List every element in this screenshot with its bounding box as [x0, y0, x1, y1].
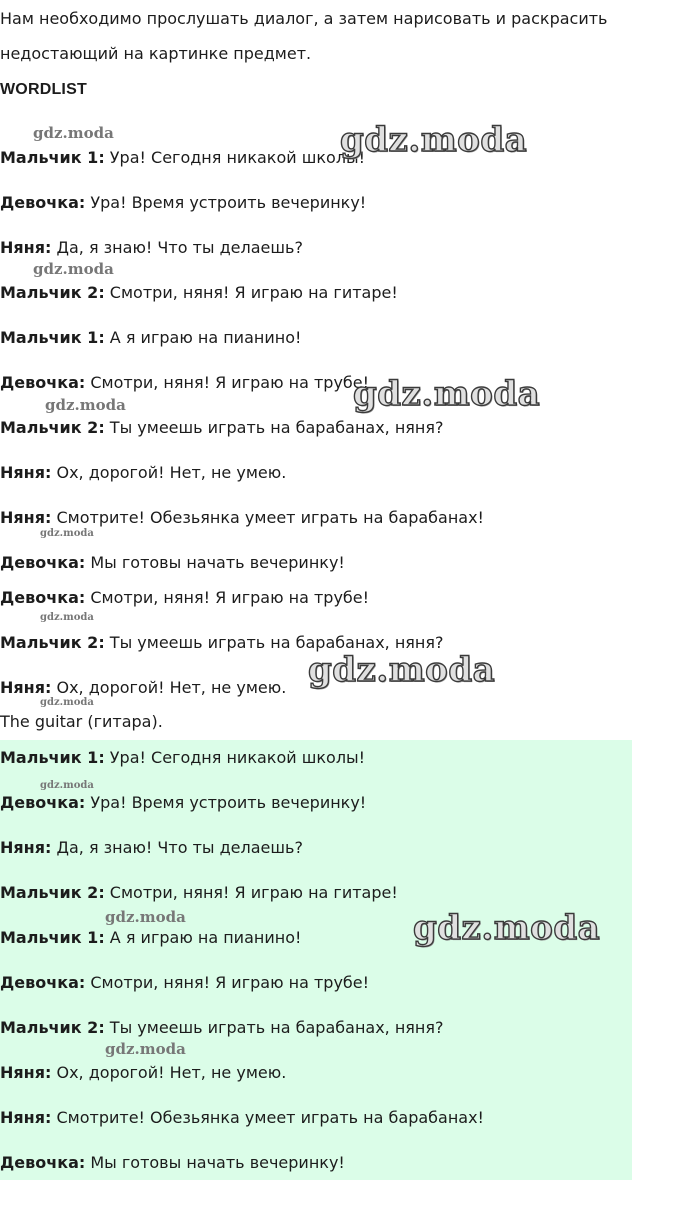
dialog-text: Мы готовы начать вечеринку! — [85, 1153, 345, 1172]
dialog-text: А я играю на пианино! — [104, 928, 302, 947]
dialog-text: А я играю на пианино! — [104, 328, 302, 347]
watermark: gdz.moda — [40, 697, 94, 708]
speaker: Мальчик 2: — [0, 1018, 105, 1037]
speaker: Девочка: — [0, 588, 86, 607]
speaker: Няня: — [0, 238, 52, 257]
dialog1-line — [0, 463, 286, 483]
dialog-text: Ты умеешь играть на барабанах, няня? — [104, 633, 444, 652]
dialog2-line — [0, 1018, 444, 1038]
dialog-text: Ура! Сегодня никакой школы! — [104, 148, 366, 167]
dialog-text: Смотрите! Обезьянка умеет играть на барабанах! — [51, 508, 484, 527]
watermark: gdz.moda — [33, 260, 114, 278]
dialog1-line — [0, 283, 398, 303]
watermark: gdz.moda — [353, 374, 541, 414]
speaker: Мальчик 2: — [0, 883, 105, 902]
dialog2-line — [0, 748, 365, 768]
dialog-text: Смотри, няня! Я играю на трубе! — [85, 373, 370, 392]
speaker: Девочка: — [0, 793, 86, 812]
dialog-text: Мы готовы начать вечеринку! — [85, 553, 345, 572]
dialog-text: Да, я знаю! Что ты делаешь? — [51, 238, 303, 257]
dialog-text: Ох, дорогой! Нет, не умею. — [51, 1063, 287, 1082]
dialog-text: Смотрите! Обезьянка умеет играть на барабанах! — [51, 1108, 484, 1127]
dialog1-line — [0, 193, 366, 213]
intro-line-1: Нам необходимо прослушать диалог, а затем нарисовать и раскрасить — [0, 9, 608, 28]
dialog2-line — [0, 1063, 286, 1083]
speaker: Мальчик 2: — [0, 418, 105, 437]
dialog-text: Ура! Время устроить вечеринку! — [85, 193, 367, 212]
speaker: Няня: — [0, 838, 52, 857]
speaker: Няня: — [0, 1108, 52, 1127]
watermark: gdz.moda — [105, 1040, 186, 1058]
watermark: gdz.moda — [340, 120, 528, 160]
watermark: gdz.moda — [33, 124, 114, 142]
speaker: Няня: — [0, 508, 52, 527]
speaker: Девочка: — [0, 193, 86, 212]
speaker: Мальчик 1: — [0, 748, 105, 767]
intro-line-2: недостающий на картинке предмет. — [0, 44, 312, 63]
dialog-text: Смотри, няня! Я играю на гитаре! — [104, 283, 398, 302]
dialog2-line — [0, 1153, 345, 1173]
speaker: Девочка: — [0, 1153, 86, 1172]
speaker: Мальчик 1: — [0, 148, 105, 167]
speaker: Няня: — [0, 463, 52, 482]
dialog-text: Ты умеешь играть на барабанах, няня? — [104, 1018, 444, 1037]
dialog1-line — [0, 148, 365, 168]
dialog-text: Смотри, няня! Я играю на гитаре! — [104, 883, 398, 902]
watermark: gdz.moda — [105, 908, 186, 926]
watermark: gdz.moda — [45, 396, 126, 414]
answer-text: The guitar (гитара). — [0, 712, 163, 731]
dialog1-line — [0, 238, 303, 258]
dialog2-line — [0, 928, 301, 948]
dialog-text: Ох, дорогой! Нет, не умею. — [51, 678, 287, 697]
dialog2-line — [0, 838, 303, 858]
dialog-text: Да, я знаю! Что ты делаешь? — [51, 838, 303, 857]
dialog1-line — [0, 418, 444, 438]
speaker: Девочка: — [0, 373, 86, 392]
dialog-text: Ты умеешь играть на барабанах, няня? — [104, 418, 444, 437]
dialog2-line — [0, 1108, 484, 1128]
dialog1-line — [0, 588, 369, 608]
dialog-text: Смотри, няня! Я играю на трубе! — [85, 973, 370, 992]
speaker: Мальчик 1: — [0, 328, 105, 347]
watermark: gdz.moda — [40, 528, 94, 539]
dialog1-line — [0, 373, 369, 393]
speaker: Мальчик 1: — [0, 928, 105, 947]
dialog1-line — [0, 678, 286, 698]
watermark: gdz.moda — [413, 908, 601, 948]
speaker: Мальчик 2: — [0, 283, 105, 302]
speaker: Девочка: — [0, 553, 86, 572]
dialog-text: Ох, дорогой! Нет, не умею. — [51, 463, 287, 482]
dialog1-line — [0, 328, 301, 348]
speaker: Няня: — [0, 1063, 52, 1082]
watermark: gdz.moda — [40, 612, 94, 623]
wordlist-heading: WORDLIST — [0, 81, 87, 98]
dialog1-line — [0, 553, 345, 573]
dialog-text: Смотри, няня! Я играю на трубе! — [85, 588, 370, 607]
dialog2-line — [0, 973, 369, 993]
speaker: Няня: — [0, 678, 52, 697]
dialog-text: Ура! Время устроить вечеринку! — [85, 793, 367, 812]
dialog1-line — [0, 508, 484, 528]
watermark: gdz.moda — [40, 780, 94, 791]
dialog-text: Ура! Сегодня никакой школы! — [104, 748, 366, 767]
dialog2-line — [0, 883, 398, 903]
watermark: gdz.moda — [308, 650, 496, 690]
dialog2-line — [0, 793, 366, 813]
speaker: Мальчик 2: — [0, 633, 105, 652]
speaker: Девочка: — [0, 973, 86, 992]
